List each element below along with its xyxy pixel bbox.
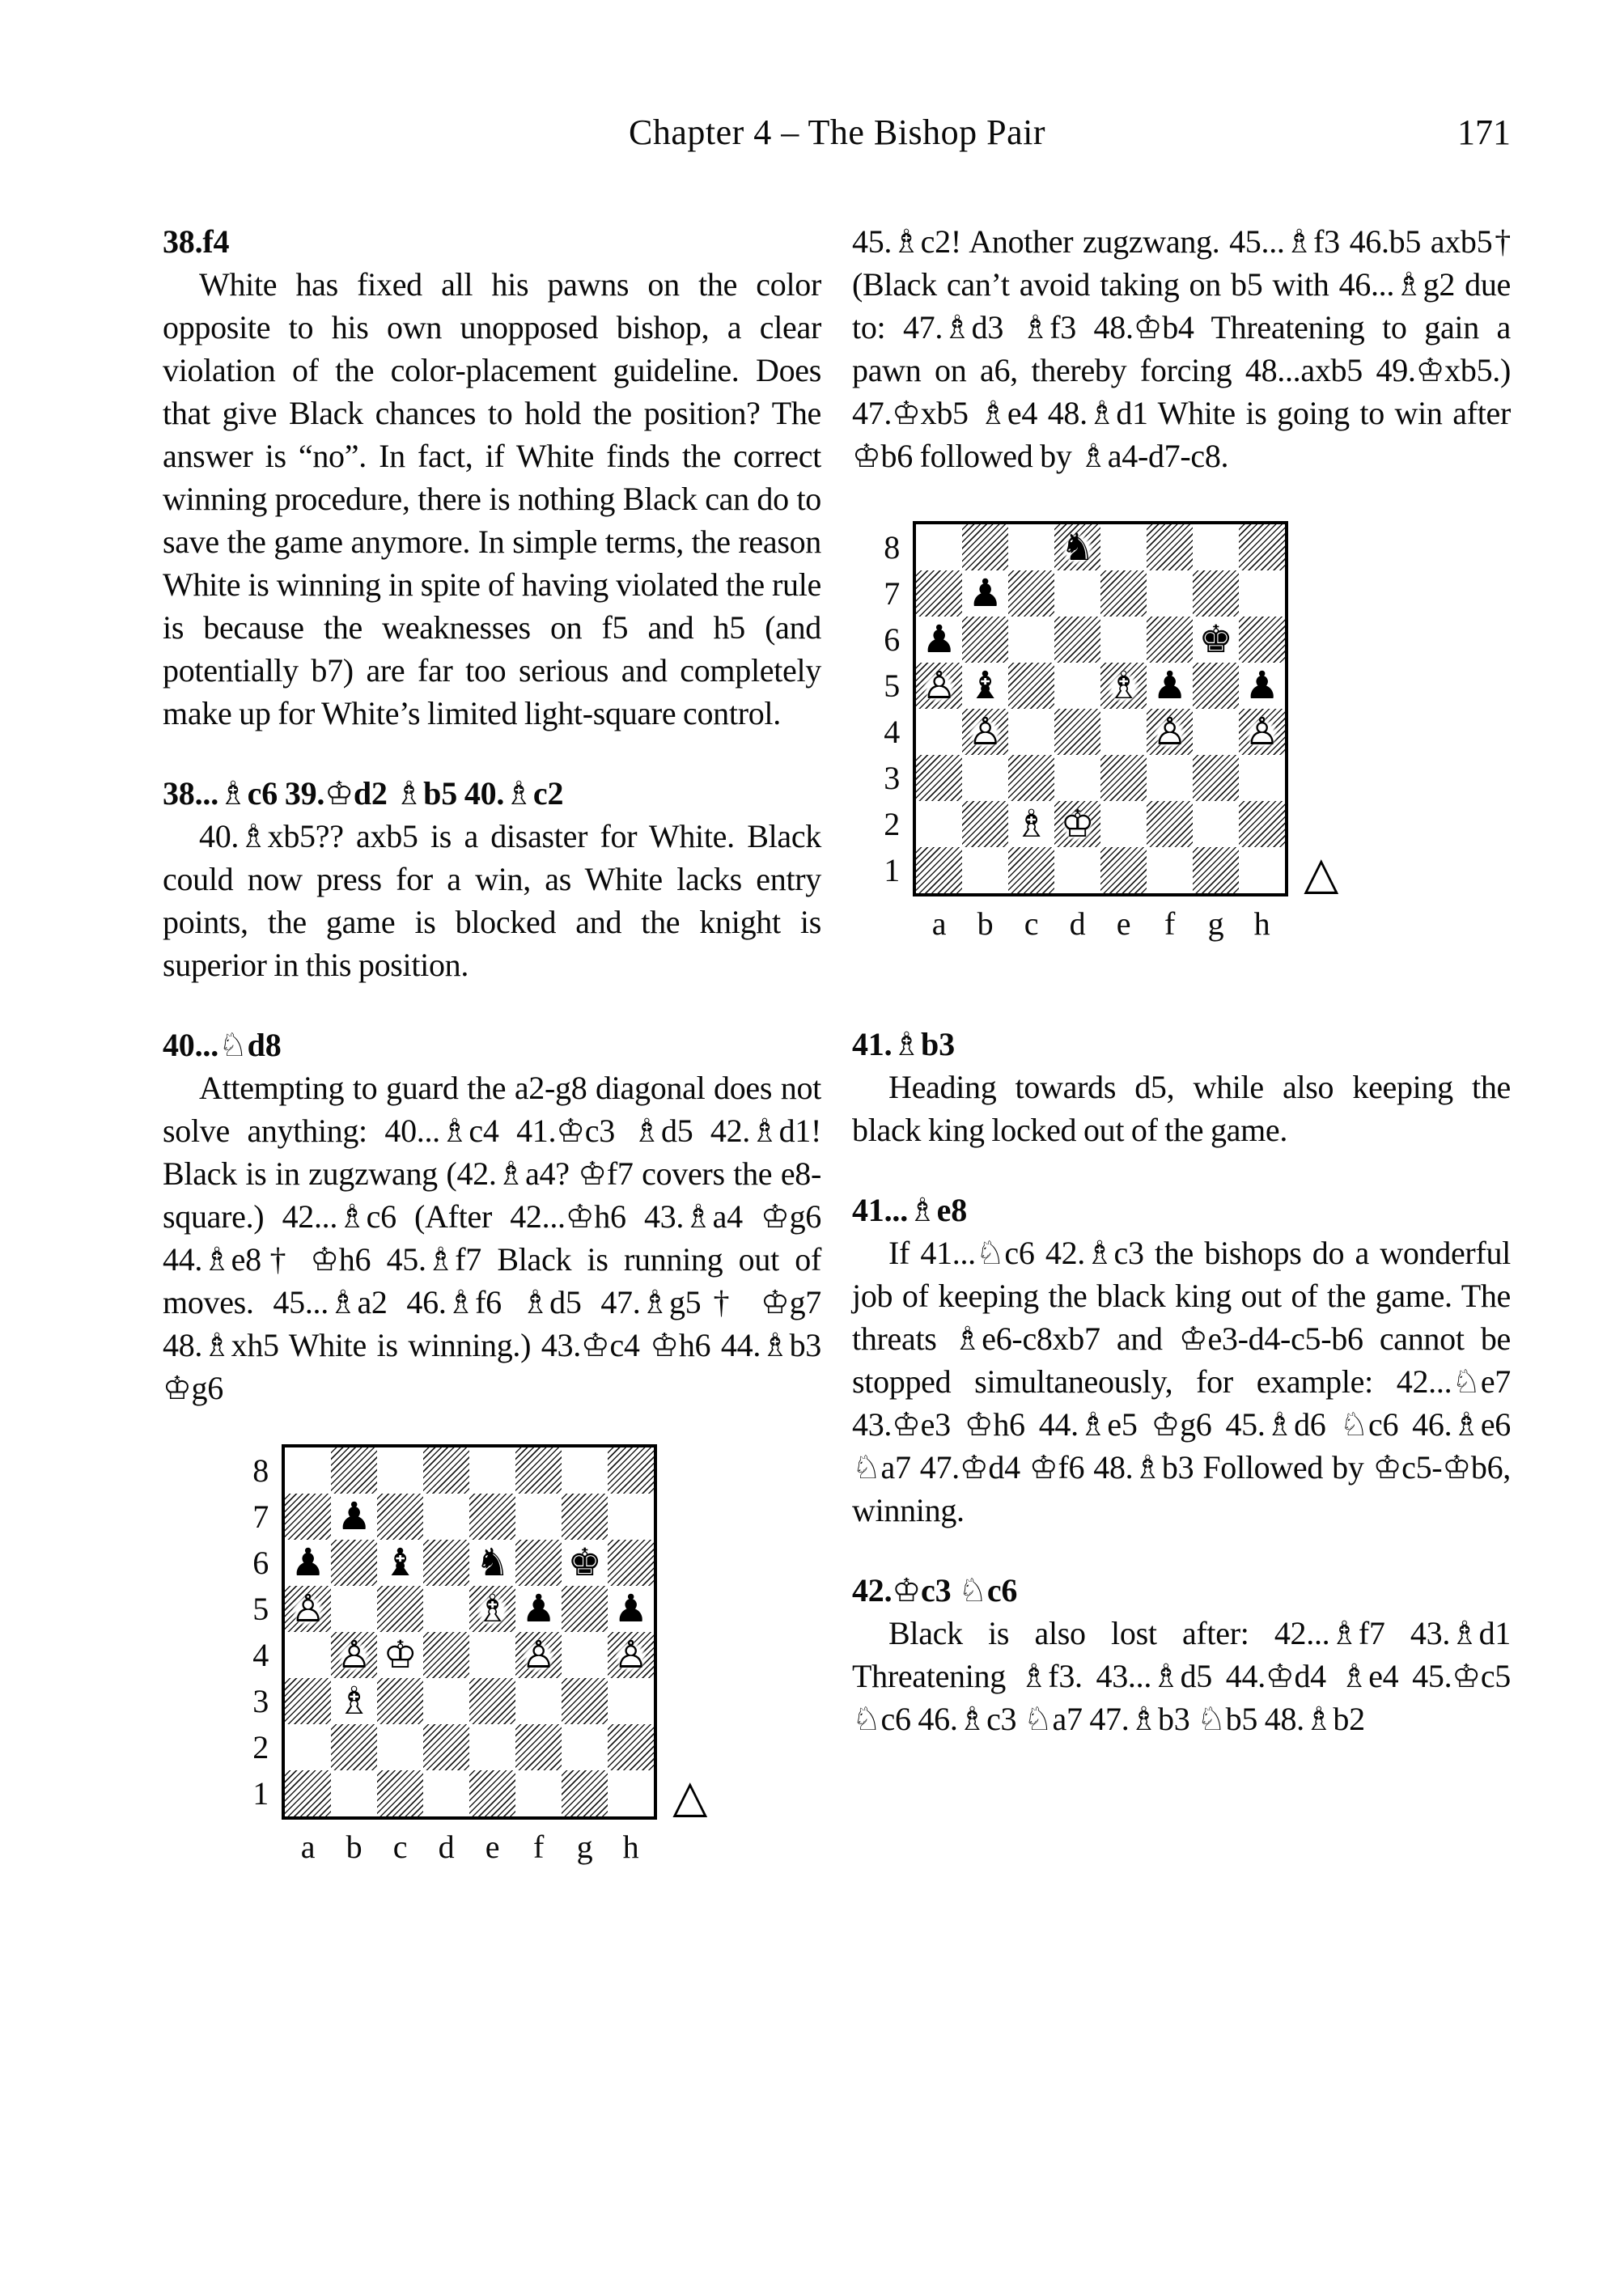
white-bishop-piece: ♗ <box>1106 663 1141 708</box>
square-e6 <box>1100 617 1147 663</box>
square-h4 <box>1239 709 1285 755</box>
move-heading-41-be8: 41...♗e8 <box>852 1192 968 1228</box>
square-a3 <box>916 755 962 801</box>
square-g4 <box>1193 709 1239 755</box>
rank-label: 7 <box>884 574 900 612</box>
file-label: c <box>1024 905 1039 942</box>
square-d5 <box>423 1586 469 1632</box>
file-label: e <box>485 1829 500 1865</box>
move-heading-38-bc6: 38...♗c6 39.♔d2 ♗b5 40.♗c2 <box>163 775 564 812</box>
file-label: d <box>1069 905 1086 942</box>
annotation-paragraph: 40.♗xb5?? axb5 is a disaster for White. Black could now press for a win, as White lacks entry points, the game is blocked and the knight is superior in this position. <box>163 818 821 983</box>
rank-label: 6 <box>884 621 900 658</box>
white-to-move-indicator: △ <box>672 1770 707 1823</box>
square-c5 <box>1008 663 1054 709</box>
square-e5 <box>1100 663 1147 709</box>
square-c6 <box>377 1540 423 1586</box>
white-pawn-piece: ♙ <box>290 1587 325 1631</box>
file-label: b <box>346 1829 363 1865</box>
square-b2 <box>962 801 1008 847</box>
square-f8 <box>1147 524 1193 570</box>
square-d6 <box>423 1540 469 1586</box>
square-c2 <box>377 1724 423 1770</box>
black-pawn-piece: ♟ <box>1152 663 1187 708</box>
file-label: c <box>392 1829 408 1865</box>
file-label: b <box>977 905 994 942</box>
file-label: g <box>1207 905 1224 942</box>
annotation-paragraph: White has fixed all his pawns on the color opposite to his own unopposed bishop, a clear violation of the color-placement guideline. Does that give Black chances to hold the position? The answer is “no”. In fact, if White finds the correct winning procedure, there is nothing Black can do to save the game anymore. In simple terms, the reason White is winning in spite of having violated the rule is because the weaknesses on f5 and h5 (and potentially b7) are far too serious and completely make up for White’s limited light-square control. <box>163 266 821 731</box>
square-f8 <box>515 1447 562 1494</box>
square-f2 <box>515 1724 562 1770</box>
square-h5 <box>1239 663 1285 709</box>
rank-label: 3 <box>884 759 900 796</box>
square-a5 <box>916 663 962 709</box>
square-b6 <box>962 617 1008 663</box>
square-c4 <box>377 1632 423 1678</box>
square-g3 <box>1193 755 1239 801</box>
white-pawn-piece: ♙ <box>521 1633 556 1677</box>
square-e8 <box>1100 524 1147 570</box>
white-pawn-piece: ♙ <box>1245 710 1279 754</box>
square-b4 <box>962 709 1008 755</box>
square-e3 <box>1100 755 1147 801</box>
square-f7 <box>515 1494 562 1540</box>
square-d2 <box>423 1724 469 1770</box>
square-h1 <box>608 1770 654 1816</box>
square-f3 <box>1147 755 1193 801</box>
square-d3 <box>423 1678 469 1724</box>
square-a5 <box>285 1586 331 1632</box>
file-label: e <box>1116 905 1131 942</box>
square-c3 <box>1008 755 1054 801</box>
black-knight-piece: ♞ <box>475 1541 510 1585</box>
diagram-position-after-40-nd8 <box>867 521 1511 942</box>
square-d2 <box>1054 801 1100 847</box>
square-b1 <box>962 847 1008 893</box>
rank-label: 2 <box>252 1728 269 1765</box>
white-king-piece: ♔ <box>383 1633 418 1677</box>
black-king-piece: ♚ <box>567 1541 602 1585</box>
square-c8 <box>377 1447 423 1494</box>
square-d8 <box>423 1447 469 1494</box>
square-e5 <box>469 1586 515 1632</box>
file-labels <box>236 1829 821 1865</box>
file-label: g <box>576 1829 593 1865</box>
rank-label: 8 <box>884 528 900 566</box>
square-d8 <box>1054 524 1100 570</box>
annotation-paragraph: Heading towards d5, while also keeping the black king locked out of the game. <box>852 1069 1511 1148</box>
square-e2 <box>469 1724 515 1770</box>
chapter-title: Chapter 4 – The Bishop Pair <box>629 112 1045 152</box>
square-c6 <box>1008 617 1054 663</box>
file-label: d <box>438 1829 455 1865</box>
square-g6 <box>1193 617 1239 663</box>
square-b5 <box>962 663 1008 709</box>
white-pawn-piece: ♙ <box>613 1633 648 1677</box>
square-d1 <box>1054 847 1100 893</box>
square-g4 <box>562 1632 608 1678</box>
right-column <box>852 220 1511 1740</box>
square-d1 <box>423 1770 469 1816</box>
square-a1 <box>916 847 962 893</box>
square-d7 <box>1054 570 1100 617</box>
square-h1 <box>1239 847 1285 893</box>
annotation-paragraph: If 41...♘c6 42.♗c3 the bishops do a wonderful job of keeping the black king out of the game. The threats ♗e6-c8xb7 and ♔e3-d4-c5-b6 cannot be stopped simultaneously, for example: 42...♘e7 43.♔e3 ♔h6 44.♗e5 ♔g6 45.♗d6 ♘c6 46.♗e6 ♘a7 47.♔d4 ♔f6 48.♗b3 Followed by ♔c5-♔b6, winning. <box>852 1235 1511 1528</box>
move-heading-42-kc3: 42.♔c3 ♘c6 <box>852 1572 1018 1608</box>
square-f4 <box>515 1632 562 1678</box>
square-c1 <box>377 1770 423 1816</box>
black-pawn-piece: ♟ <box>337 1494 371 1539</box>
square-d4 <box>1054 709 1100 755</box>
square-b8 <box>331 1447 377 1494</box>
square-g5 <box>1193 663 1239 709</box>
square-c7 <box>1008 570 1054 617</box>
square-a6 <box>916 617 962 663</box>
square-g2 <box>1193 801 1239 847</box>
black-pawn-piece: ♟ <box>521 1587 556 1631</box>
square-c8 <box>1008 524 1054 570</box>
square-b1 <box>331 1770 377 1816</box>
square-f1 <box>1147 847 1193 893</box>
square-f1 <box>515 1770 562 1816</box>
square-e4 <box>469 1632 515 1678</box>
square-d4 <box>423 1632 469 1678</box>
square-g1 <box>562 1770 608 1816</box>
square-f4 <box>1147 709 1193 755</box>
rank-label: 5 <box>252 1590 269 1627</box>
rank-labels <box>867 521 913 893</box>
square-h4 <box>608 1632 654 1678</box>
square-h3 <box>1239 755 1285 801</box>
square-h8 <box>1239 524 1285 570</box>
square-g5 <box>562 1586 608 1632</box>
square-b5 <box>331 1586 377 1632</box>
square-g7 <box>1193 570 1239 617</box>
file-label: f <box>1164 905 1176 942</box>
square-e4 <box>1100 709 1147 755</box>
square-e7 <box>469 1494 515 1540</box>
square-c4 <box>1008 709 1054 755</box>
rank-label: 4 <box>884 713 900 750</box>
rank-label: 8 <box>252 1452 269 1489</box>
square-f6 <box>515 1540 562 1586</box>
annotation-paragraph: Black is also lost after: 42...♗f7 43.♗d1 Threatening ♗f3. 43...♗d5 44.♔d4 ♗e4 45.♔c5 ♘c6 46.♗c3 ♘a7 47.♗b3 ♘b5 48.♗b2 <box>852 1615 1511 1737</box>
white-bishop-piece: ♗ <box>475 1587 510 1631</box>
square-c2 <box>1008 801 1054 847</box>
square-g3 <box>562 1678 608 1724</box>
square-b4 <box>331 1632 377 1678</box>
file-label: a <box>931 905 947 942</box>
square-h2 <box>608 1724 654 1770</box>
square-c1 <box>1008 847 1054 893</box>
square-h7 <box>1239 570 1285 617</box>
square-h6 <box>1239 617 1285 663</box>
board <box>913 521 1288 896</box>
square-b6 <box>331 1540 377 1586</box>
square-g2 <box>562 1724 608 1770</box>
file-label: a <box>300 1829 316 1865</box>
annotation-paragraph: 45.♗c2! Another zugzwang. 45...♗f3 46.b5 axb5† (Black can’t avoid taking on b5 with 46...♗g2 due to: 47.♗d3 ♗f3 48.♔b4 Threatening to gain a pawn on a6, thereby forcing 48...axb5 49.♔xb5.) 47.♔xb5 ♗e4 48.♗d1 White is going to win after ♔b6 followed by ♗a4-d7-c8. <box>852 223 1511 474</box>
square-c5 <box>377 1586 423 1632</box>
white-pawn-piece: ♙ <box>968 710 1003 754</box>
black-pawn-piece: ♟ <box>1245 663 1279 708</box>
square-h2 <box>1239 801 1285 847</box>
square-b3 <box>331 1678 377 1724</box>
rank-label: 6 <box>252 1544 269 1581</box>
square-e8 <box>469 1447 515 1494</box>
square-c3 <box>377 1678 423 1724</box>
square-a8 <box>285 1447 331 1494</box>
square-f3 <box>515 1678 562 1724</box>
square-g1 <box>1193 847 1239 893</box>
square-b3 <box>962 755 1008 801</box>
square-a1 <box>285 1770 331 1816</box>
rank-labels <box>236 1444 282 1816</box>
move-heading-41-bb3: 41.♗b3 <box>852 1026 955 1062</box>
annotation-paragraph: Attempting to guard the a2-g8 diagonal does not solve anything: 40...♗c4 41.♔c3 ♗d5 42.♗d1! Black is in zugzwang (42.♗a4? ♔f7 covers the e8-square.) 42...♗c6 (After 42...♔h6 43.♗a4 ♔g6 44.♗e8† ♔h6 45.♗f7 Black is running out of moves. 45...♗a2 46.♗f6 ♗d5 47.♗g5† ♔g7 48.♗xh5 White is winning.) 43.♔c4 ♔h6 44.♗b3 ♔g6 <box>163 1070 821 1406</box>
square-g7 <box>562 1494 608 1540</box>
left-column <box>163 220 821 1865</box>
square-d5 <box>1054 663 1100 709</box>
board <box>282 1444 657 1820</box>
square-d3 <box>1054 755 1100 801</box>
square-d6 <box>1054 617 1100 663</box>
square-h6 <box>608 1540 654 1586</box>
square-a7 <box>285 1494 331 1540</box>
file-labels-spacer <box>867 906 916 942</box>
file-label: f <box>532 1829 545 1865</box>
square-b8 <box>962 524 1008 570</box>
square-b7 <box>331 1494 377 1540</box>
square-e3 <box>469 1678 515 1724</box>
square-e1 <box>1100 847 1147 893</box>
square-d7 <box>423 1494 469 1540</box>
black-bishop-piece: ♝ <box>968 663 1003 708</box>
square-f5 <box>1147 663 1193 709</box>
black-pawn-piece: ♟ <box>922 617 956 662</box>
square-b2 <box>331 1724 377 1770</box>
move-heading-38-f4: 38.f4 <box>163 223 230 260</box>
white-bishop-piece: ♗ <box>337 1679 371 1723</box>
move-heading-40-nd8: 40...♘d8 <box>163 1027 282 1063</box>
black-bishop-piece: ♝ <box>383 1541 418 1585</box>
rank-label: 2 <box>884 805 900 842</box>
black-pawn-piece: ♟ <box>613 1587 648 1631</box>
square-g8 <box>1193 524 1239 570</box>
black-pawn-piece: ♟ <box>290 1541 325 1585</box>
square-a3 <box>285 1678 331 1724</box>
file-labels <box>867 906 1511 942</box>
rank-label: 1 <box>884 851 900 888</box>
square-f5 <box>515 1586 562 1632</box>
square-h3 <box>608 1678 654 1724</box>
square-f7 <box>1147 570 1193 617</box>
square-b7 <box>962 570 1008 617</box>
white-pawn-piece: ♙ <box>337 1633 371 1677</box>
square-g6 <box>562 1540 608 1586</box>
square-e7 <box>1100 570 1147 617</box>
square-e6 <box>469 1540 515 1586</box>
rank-label: 5 <box>884 667 900 704</box>
square-f6 <box>1147 617 1193 663</box>
black-knight-piece: ♞ <box>1060 525 1095 570</box>
square-c7 <box>377 1494 423 1540</box>
square-a2 <box>916 801 962 847</box>
square-e2 <box>1100 801 1147 847</box>
square-a2 <box>285 1724 331 1770</box>
square-a8 <box>916 524 962 570</box>
white-pawn-piece: ♙ <box>922 663 956 708</box>
square-a7 <box>916 570 962 617</box>
black-pawn-piece: ♟ <box>968 571 1003 616</box>
white-to-move-indicator: △ <box>1304 847 1338 900</box>
black-king-piece: ♚ <box>1198 617 1233 662</box>
file-labels-spacer <box>236 1829 285 1865</box>
white-pawn-piece: ♙ <box>1152 710 1187 754</box>
square-g8 <box>562 1447 608 1494</box>
white-bishop-piece: ♗ <box>1014 802 1049 846</box>
file-label: h <box>622 1829 639 1865</box>
square-f2 <box>1147 801 1193 847</box>
square-h5 <box>608 1586 654 1632</box>
square-a4 <box>285 1632 331 1678</box>
rank-label: 1 <box>252 1774 269 1812</box>
square-a4 <box>916 709 962 755</box>
diagram-variation-after-44-kg6 <box>236 1444 821 1865</box>
rank-label: 3 <box>252 1682 269 1719</box>
square-e1 <box>469 1770 515 1816</box>
square-h8 <box>608 1447 654 1494</box>
page-number: 171 <box>1457 112 1511 152</box>
square-a6 <box>285 1540 331 1586</box>
rank-label: 4 <box>252 1636 269 1673</box>
rank-label: 7 <box>252 1498 269 1535</box>
square-h7 <box>608 1494 654 1540</box>
file-label: h <box>1253 905 1270 942</box>
white-king-piece: ♔ <box>1060 802 1095 846</box>
